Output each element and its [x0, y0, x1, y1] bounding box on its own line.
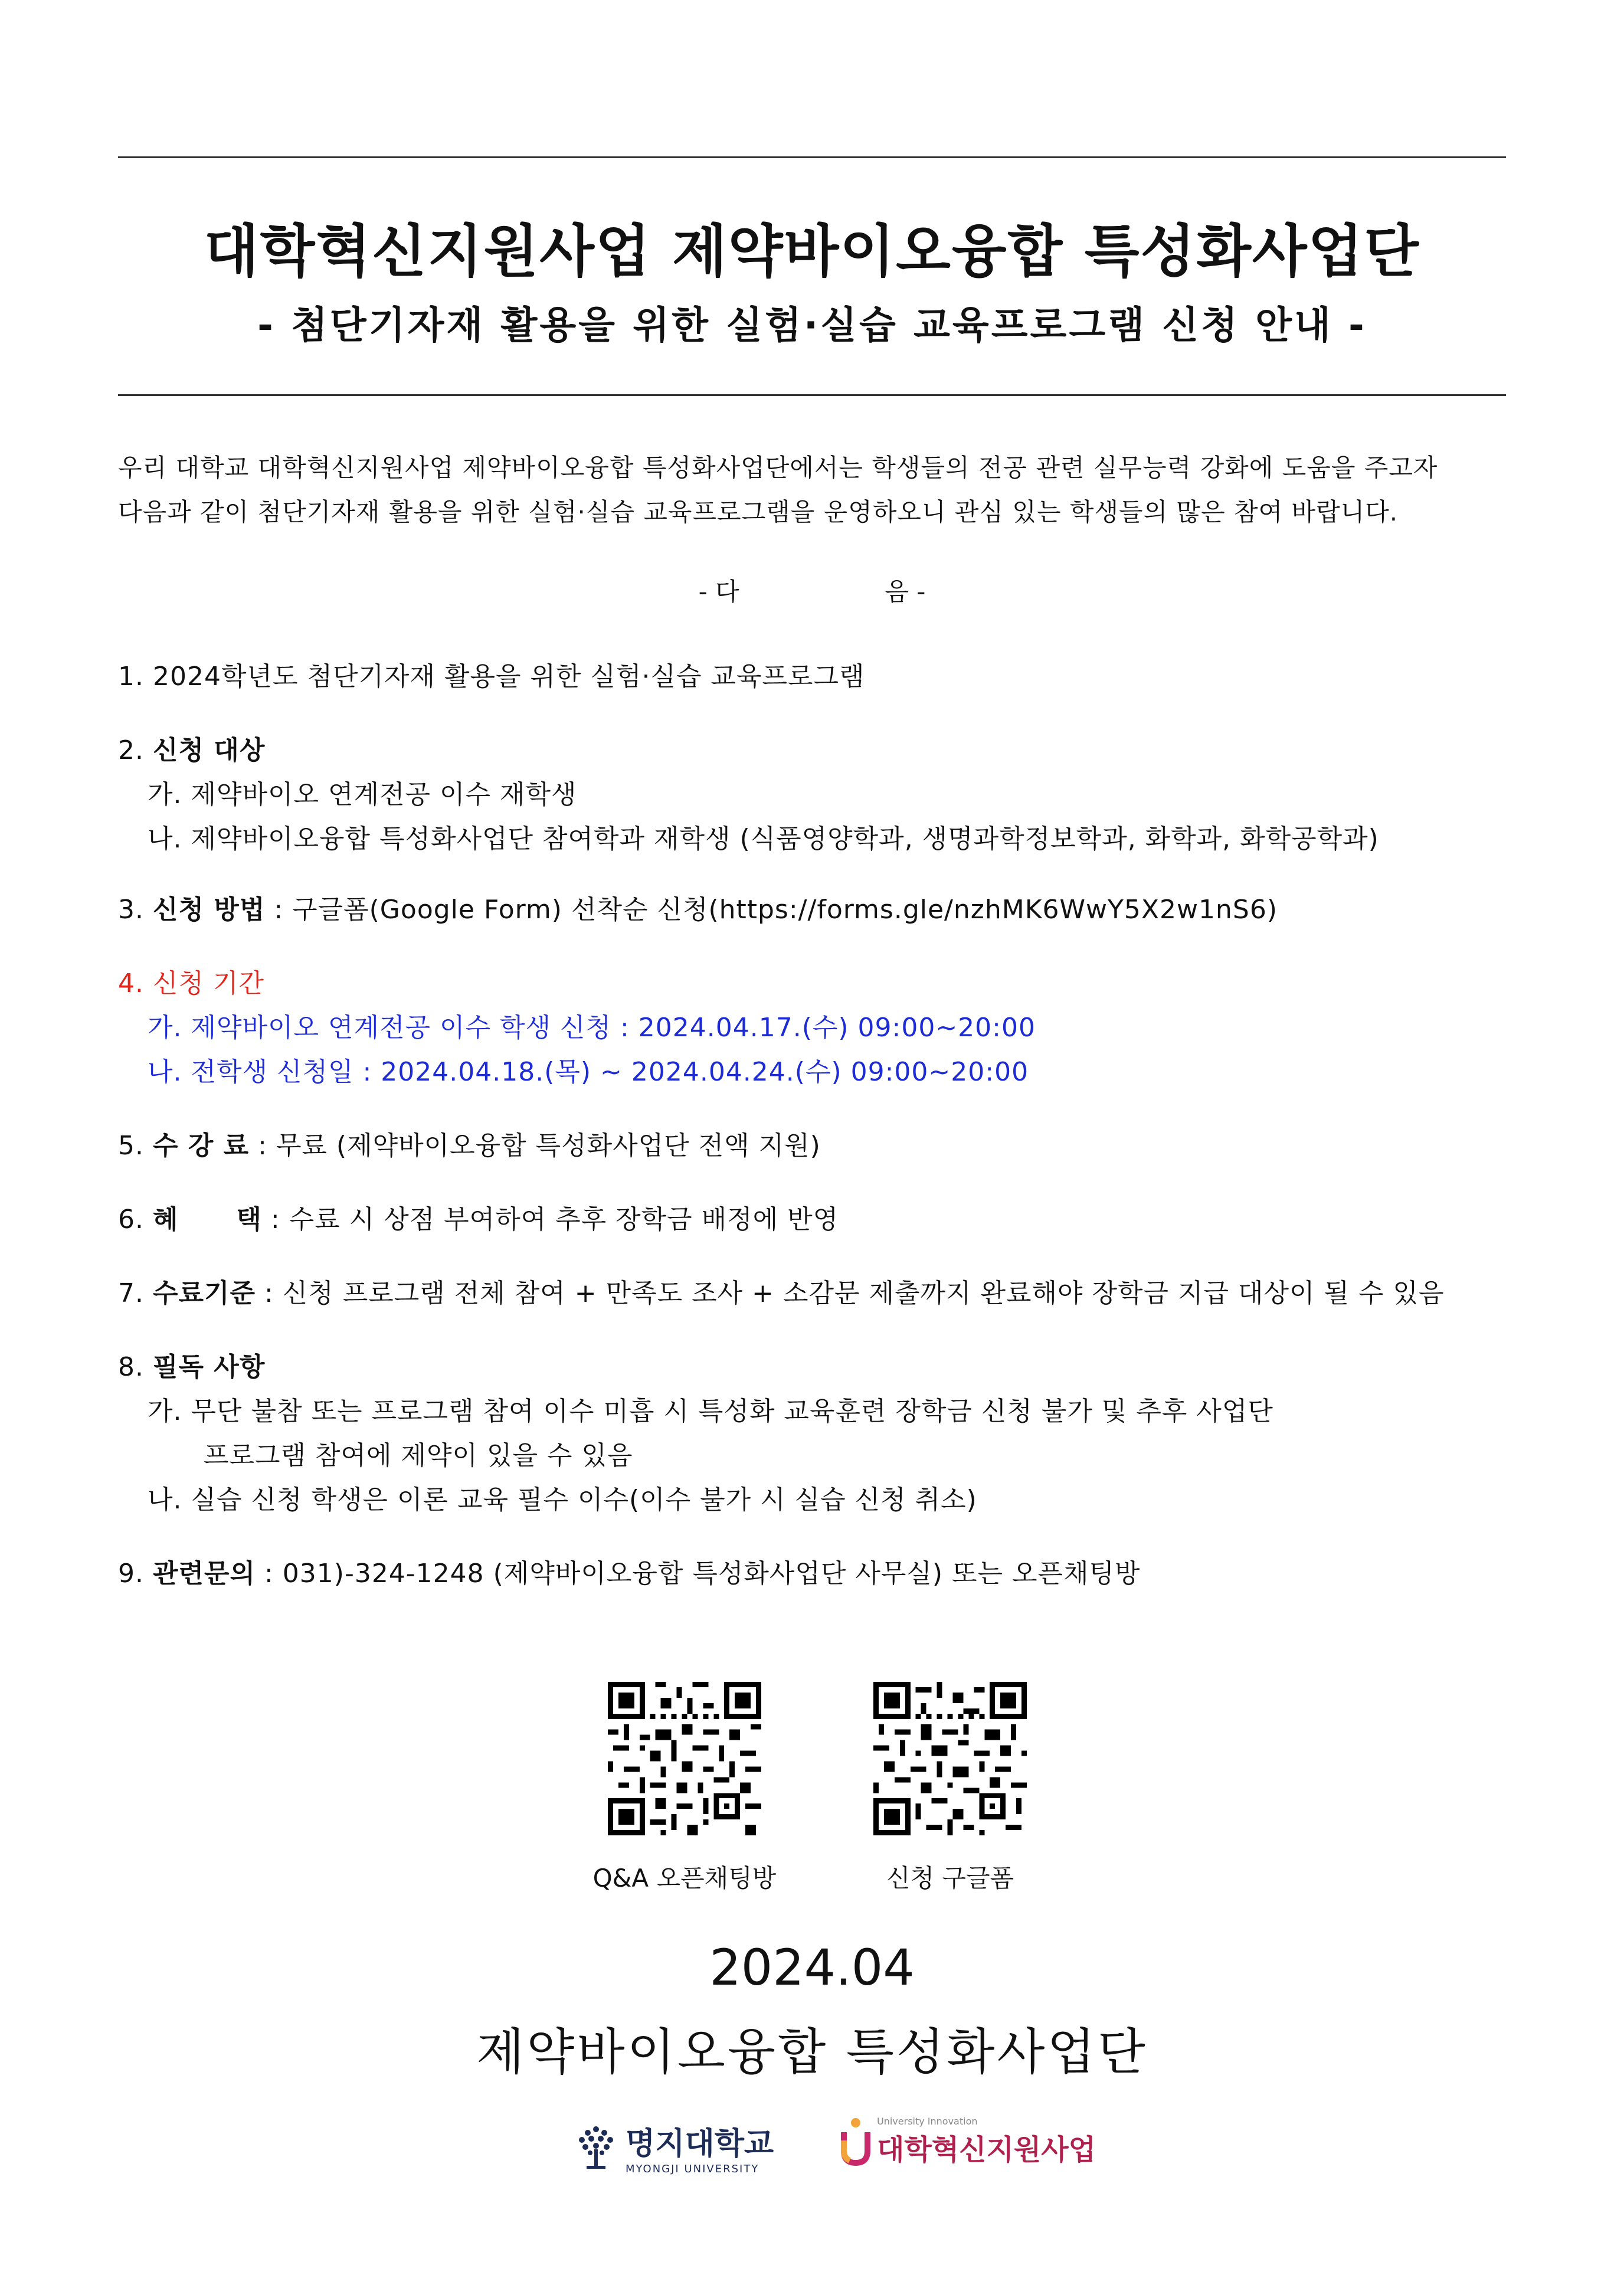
- item-1-num: 1.: [118, 662, 144, 692]
- item-5: [118, 1124, 821, 1162]
- intro-line-1: 우리 대학교 대학혁신지원사업 제약바이오융합 특성화사업단에서는 학생들의 전공 관련 실무능력 강화에 도움을 주고자: [118, 453, 1438, 482]
- qr-code-open-chat[interactable]: [608, 1682, 761, 1835]
- item-7-num: 7.: [118, 1278, 144, 1308]
- item-9-label: 관련문의: [152, 1559, 256, 1589]
- item-8: [118, 1346, 265, 1383]
- item-4-a: 가. 제약바이오 연계전공 이수 학생 신청 : 2024.04.17.(수) 09:00~20:00: [148, 1013, 1036, 1043]
- item-3-text[interactable]: : 구글폼(Google Form) 선착순 신청(https://forms.gle/nzhMK6WwY5X2w1nS6): [265, 895, 1278, 925]
- item-6-num: 6.: [118, 1204, 144, 1235]
- myongji-logo-en: MYONGJI UNIVERSITY: [626, 2163, 759, 2175]
- item-5-text: : 무료 (제약바이오융합 특성화사업단 전액 지원): [249, 1131, 821, 1161]
- item-2-b: 나. 제약바이오융합 특성화사업단 참여학과 재학생 (식품영양학과, 생명과학정보학과, 화학과, 화학공학과): [148, 824, 1379, 854]
- item-6-label: 혜 택: [152, 1204, 262, 1235]
- item-3: [118, 888, 1278, 926]
- item-9: [118, 1552, 1141, 1590]
- item-2-num: 2.: [118, 735, 144, 765]
- innovation-logo: [838, 2116, 1096, 2168]
- da-eum-heading: [0, 572, 1624, 608]
- item-8-num: 8.: [118, 1352, 144, 1382]
- footer-date: 2024.04: [709, 1939, 915, 1996]
- footer-org: 제약바이오융합 특성화사업단: [476, 2023, 1148, 2081]
- item-3-num: 3.: [118, 895, 144, 925]
- qr-caption-google-form: 신청 구글폼: [886, 1864, 1014, 1893]
- myongji-tree-icon: [572, 2123, 620, 2171]
- item-2-a: 가. 제약바이오 연계전공 이수 재학생: [148, 780, 577, 810]
- item-8-label: 필독 사항: [152, 1352, 266, 1382]
- item-9-text: : 031)-324-1248 (제약바이오융합 특성화사업단 사무실) 또는 오픈채팅방: [256, 1559, 1141, 1589]
- item-2-label: 신청 대상: [152, 735, 266, 765]
- myongji-logo: [572, 2119, 774, 2175]
- item-3-label: 신청 방법: [152, 895, 266, 925]
- page-subtitle: - 첨단기자재 활용을 위한 실험·실습 교육프로그램 신청 안내 -: [257, 304, 1367, 348]
- item-8-a: 가. 무단 불참 또는 프로그램 참여 이수 미흡 시 특성화 교육훈련 장학금 신청 불가 및 추후 사업단: [148, 1396, 1273, 1426]
- item-5-label: 수 강 료: [152, 1131, 250, 1161]
- item-7-label: 수료기준: [152, 1278, 256, 1308]
- item-1-text: 2024학년도 첨단기자재 활용을 위한 실험·실습 교육프로그램: [152, 662, 865, 692]
- item-4-b: 나. 전학생 신청일 : 2024.04.18.(목) ~ 2024.04.24.(수) 09:00~20:00: [148, 1057, 1029, 1087]
- item-4: [118, 962, 264, 1000]
- top-rule: [118, 156, 1506, 158]
- item-6-text: : 수료 시 상점 부여하여 추후 장학금 배정에 반영: [261, 1204, 839, 1235]
- innovation-tagline: University Innovation: [877, 2116, 978, 2127]
- innovation-u-icon: [838, 2117, 873, 2168]
- item-8-a-cont: 프로그램 참여에 제약이 있을 수 있음: [204, 1441, 633, 1471]
- innovation-logo-text: 대학혁신지원사업: [877, 2133, 1096, 2166]
- item-5-num: 5.: [118, 1131, 144, 1161]
- da-eum-right: 음 -: [885, 577, 926, 606]
- item-8-b: 나. 실습 신청 학생은 이론 교육 필수 이수(이수 불가 시 실습 신청 취소): [148, 1485, 977, 1515]
- item-4-num: 4.: [118, 968, 144, 999]
- item-2: [118, 729, 265, 767]
- page-title: 대학혁신지원사업 제약바이오융합 특성화사업단: [204, 218, 1420, 284]
- da-eum-left: - 다: [698, 577, 739, 606]
- item-7-text: : 신청 프로그램 전체 참여 + 만족도 조사 + 소감문 제출까지 완료해야 장학금 지급 대상이 될 수 있음: [256, 1278, 1445, 1308]
- item-1: [118, 655, 865, 693]
- bottom-rule: [118, 394, 1506, 396]
- item-6: [118, 1198, 839, 1236]
- qr-caption-open-chat: Q&A 오픈채팅방: [592, 1864, 777, 1893]
- myongji-logo-ko: 명지대학교: [626, 2126, 774, 2162]
- intro-line-2: 다음과 같이 첨단기자재 활용을 위한 실험·실습 교육프로그램을 운영하오니 관심 있는 학생들의 많은 참여 바랍니다.: [118, 497, 1399, 526]
- qr-code-google-form[interactable]: [873, 1682, 1027, 1835]
- item-4-label: 신청 기간: [152, 968, 264, 999]
- item-7: [118, 1272, 1444, 1310]
- item-9-num: 9.: [118, 1559, 144, 1589]
